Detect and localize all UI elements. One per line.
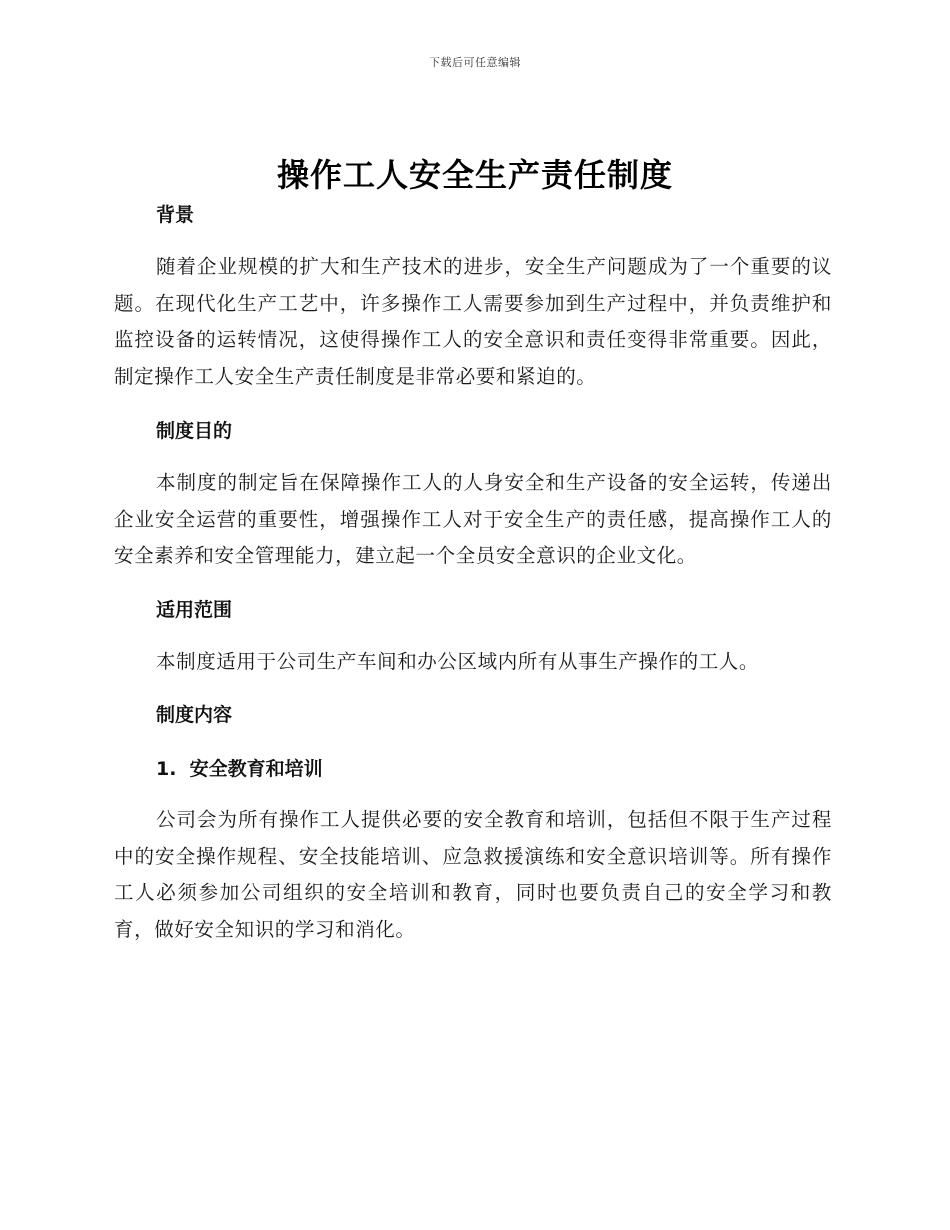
header-note: 下载后可任意编辑: [429, 56, 521, 69]
section-heading-background: 背景: [156, 204, 195, 226]
section-paragraph-purpose: 本制度的制定旨在保障操作工人的人身安全和生产设备的安全运转，传递出企业安全运营的重要性，增强操作工人对于安全生产的责任感，提高操作工人的安全素养和安全管理能力，建立起一个全员安全意识的企业文化。: [114, 471, 832, 567]
subsection-heading-training: 1. 安全教育和培训: [156, 758, 323, 780]
section-heading-content: 制度内容: [156, 704, 233, 726]
document-title: 操作工人安全生产责任制度: [276, 156, 673, 194]
section-paragraph-scope: 本制度适用于公司生产车间和办公区域内所有从事生产操作的工人。: [156, 650, 760, 673]
section-heading-scope: 适用范围: [156, 599, 233, 621]
section-heading-purpose: 制度目的: [156, 420, 233, 442]
subsection-paragraph-training: 公司会为所有操作工人提供必要的安全教育和培训，包括但不限于生产过程中的安全操作规程、安全技能培训、应急救援演练和安全意识培训等。所有操作工人必须参加公司组织的安全培训和教育，同时也要负责自己的安全学习和教育，做好安全知识的学习和消化。: [114, 808, 832, 941]
section-paragraph-background: 随着企业规模的扩大和生产技术的进步，安全生产问题成为了一个重要的议题。在现代化生产工艺中，许多操作工人需要参加到生产过程中，并负责维护和监控设备的运转情况，这使得操作工人的安全意识和责任变得非常重要。因此，制定操作工人安全生产责任制度是非常必要和紧迫的。: [114, 255, 832, 388]
